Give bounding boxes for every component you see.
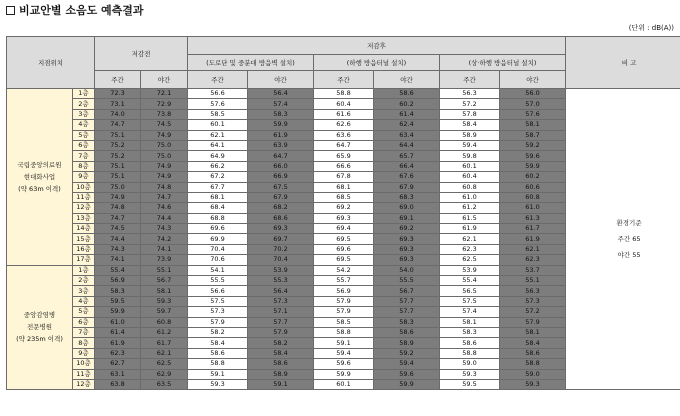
value-cell: 74.1 xyxy=(141,244,188,254)
value-cell: 67.9 xyxy=(248,192,314,202)
value-cell: 60.4 xyxy=(314,99,374,109)
value-cell: 58.3 xyxy=(248,109,314,119)
value-cell: 69.6 xyxy=(314,244,374,254)
value-cell: 61.0 xyxy=(440,192,500,202)
value-cell: 58.4 xyxy=(188,338,248,348)
value-cell: 59.9 xyxy=(95,307,141,317)
value-cell: 60.8 xyxy=(500,192,566,202)
value-cell: 74.8 xyxy=(141,182,188,192)
floor-cell: 16층 xyxy=(73,244,95,254)
value-cell: 74.9 xyxy=(141,130,188,140)
value-cell: 68.8 xyxy=(188,213,248,223)
value-cell: 56.3 xyxy=(500,286,566,296)
value-cell: 55.5 xyxy=(374,276,440,286)
value-cell: 58.6 xyxy=(374,89,440,99)
note-line: 야간 55 xyxy=(617,251,641,260)
value-cell: 61.0 xyxy=(95,317,141,327)
value-cell: 74.0 xyxy=(95,109,141,119)
value-cell: 70.2 xyxy=(248,244,314,254)
value-cell: 56.6 xyxy=(188,89,248,99)
value-cell: 58.8 xyxy=(314,327,374,337)
value-cell: 59.8 xyxy=(440,151,500,161)
value-cell: 68.2 xyxy=(248,203,314,213)
value-cell: 63.9 xyxy=(248,140,314,150)
value-cell: 58.3 xyxy=(374,317,440,327)
value-cell: 75.2 xyxy=(95,140,141,150)
header-night: 야간 xyxy=(141,71,188,89)
value-cell: 59.2 xyxy=(374,348,440,358)
value-cell: 57.7 xyxy=(374,296,440,306)
value-cell: 69.1 xyxy=(374,213,440,223)
value-cell: 69.2 xyxy=(374,224,440,234)
value-cell: 59.0 xyxy=(500,369,566,379)
value-cell: 75.0 xyxy=(141,151,188,161)
value-cell: 63.1 xyxy=(95,369,141,379)
value-cell: 58.6 xyxy=(374,327,440,337)
value-cell: 59.3 xyxy=(188,379,248,389)
value-cell: 56.6 xyxy=(188,286,248,296)
floor-cell: 8층 xyxy=(73,161,95,171)
value-cell: 61.7 xyxy=(500,224,566,234)
floor-cell: 13층 xyxy=(73,213,95,223)
value-cell: 75.0 xyxy=(95,182,141,192)
value-cell: 55.3 xyxy=(248,276,314,286)
value-cell: 57.9 xyxy=(248,327,314,337)
value-cell: 58.4 xyxy=(500,338,566,348)
value-cell: 57.8 xyxy=(440,109,500,119)
value-cell: 66.4 xyxy=(374,161,440,171)
value-cell: 75.1 xyxy=(95,172,141,182)
value-cell: 74.9 xyxy=(141,161,188,171)
value-cell: 66.2 xyxy=(188,161,248,171)
value-cell: 59.9 xyxy=(314,369,374,379)
value-cell: 69.3 xyxy=(374,255,440,265)
value-cell: 56.7 xyxy=(141,276,188,286)
value-cell: 75.1 xyxy=(95,161,141,171)
value-cell: 58.4 xyxy=(248,348,314,358)
value-cell: 74.7 xyxy=(95,120,141,130)
value-cell: 54.1 xyxy=(188,265,248,275)
value-cell: 59.9 xyxy=(374,379,440,389)
value-cell: 56.0 xyxy=(500,89,566,99)
value-cell: 56.4 xyxy=(248,286,314,296)
value-cell: 57.3 xyxy=(188,307,248,317)
value-cell: 61.6 xyxy=(314,109,374,119)
value-cell: 67.2 xyxy=(188,172,248,182)
value-cell: 58.1 xyxy=(500,327,566,337)
value-cell: 55.1 xyxy=(500,276,566,286)
page-title xyxy=(6,3,144,19)
value-cell: 61.5 xyxy=(440,213,500,223)
value-cell: 59.4 xyxy=(314,348,374,358)
value-cell: 64.1 xyxy=(188,140,248,150)
header-day: 주간 xyxy=(440,71,500,89)
value-cell: 69.7 xyxy=(248,234,314,244)
value-cell: 58.6 xyxy=(248,359,314,369)
value-cell: 62.7 xyxy=(95,359,141,369)
floor-cell: 9층 xyxy=(73,348,95,358)
location-line: (약 235m 이격) xyxy=(16,335,63,344)
floor-cell: 8층 xyxy=(73,338,95,348)
value-cell: 73.1 xyxy=(95,99,141,109)
header-day: 주간 xyxy=(95,71,141,89)
value-cell: 74.4 xyxy=(95,234,141,244)
value-cell: 62.1 xyxy=(141,348,188,358)
value-cell: 72.1 xyxy=(141,89,188,99)
location-cell xyxy=(7,89,73,266)
value-cell: 60.2 xyxy=(500,172,566,182)
value-cell: 61.7 xyxy=(141,338,188,348)
value-cell: 59.6 xyxy=(374,369,440,379)
value-cell: 55.4 xyxy=(95,265,141,275)
value-cell: 61.4 xyxy=(374,109,440,119)
value-cell: 60.8 xyxy=(440,182,500,192)
value-cell: 58.9 xyxy=(440,130,500,140)
value-cell: 58.4 xyxy=(440,120,500,130)
header-day: 주간 xyxy=(188,71,248,89)
value-cell: 62.5 xyxy=(440,255,500,265)
value-cell: 68.3 xyxy=(374,192,440,202)
floor-cell: 15층 xyxy=(73,234,95,244)
value-cell: 57.3 xyxy=(248,296,314,306)
header-day: 주간 xyxy=(314,71,374,89)
value-cell: 58.1 xyxy=(440,317,500,327)
header-before: 저감전 xyxy=(95,37,188,71)
value-cell: 58.9 xyxy=(374,338,440,348)
value-cell: 57.9 xyxy=(500,317,566,327)
value-cell: 59.9 xyxy=(248,120,314,130)
value-cell: 55.4 xyxy=(440,276,500,286)
value-cell: 59.1 xyxy=(248,379,314,389)
value-cell: 74.9 xyxy=(95,192,141,202)
value-cell: 58.8 xyxy=(440,348,500,358)
value-cell: 58.1 xyxy=(500,120,566,130)
location-cell xyxy=(7,265,73,390)
value-cell: 62.6 xyxy=(314,120,374,130)
table-body xyxy=(7,89,680,390)
value-cell: 62.3 xyxy=(440,244,500,254)
value-cell: 68.5 xyxy=(314,192,374,202)
header-note: 비 고 xyxy=(566,37,680,89)
value-cell: 66.0 xyxy=(248,161,314,171)
floor-cell: 11층 xyxy=(73,369,95,379)
floor-cell: 4층 xyxy=(73,120,95,130)
value-cell: 60.2 xyxy=(374,99,440,109)
value-cell: 60.1 xyxy=(440,161,500,171)
value-cell: 53.9 xyxy=(440,265,500,275)
value-cell: 61.2 xyxy=(141,327,188,337)
value-cell: 61.9 xyxy=(500,234,566,244)
value-cell: 59.6 xyxy=(500,151,566,161)
value-cell: 57.5 xyxy=(440,296,500,306)
value-cell: 58.7 xyxy=(500,130,566,140)
floor-cell: 14층 xyxy=(73,224,95,234)
value-cell: 62.3 xyxy=(95,348,141,358)
value-cell: 59.3 xyxy=(500,379,566,389)
value-cell: 57.6 xyxy=(188,99,248,109)
floor-cell: 1층 xyxy=(73,89,95,99)
value-cell: 66.9 xyxy=(248,172,314,182)
value-cell: 58.3 xyxy=(95,286,141,296)
value-cell: 58.2 xyxy=(248,338,314,348)
floor-cell: 12층 xyxy=(73,203,95,213)
floor-cell: 12층 xyxy=(73,379,95,389)
value-cell: 59.1 xyxy=(314,338,374,348)
value-cell: 74.1 xyxy=(95,255,141,265)
value-cell: 58.1 xyxy=(141,286,188,296)
floor-cell: 1층 xyxy=(73,265,95,275)
value-cell: 62.4 xyxy=(374,120,440,130)
floor-cell: 10층 xyxy=(73,182,95,192)
value-cell: 58.8 xyxy=(188,359,248,369)
value-cell: 68.4 xyxy=(188,203,248,213)
header-plan2: (하행 방음터널 설치) xyxy=(314,55,440,71)
header-after: 저감후 xyxy=(188,37,566,55)
floor-cell: 2층 xyxy=(73,276,95,286)
value-cell: 74.3 xyxy=(95,244,141,254)
value-cell: 66.6 xyxy=(314,161,374,171)
value-cell: 56.9 xyxy=(314,286,374,296)
value-cell: 74.5 xyxy=(141,120,188,130)
value-cell: 64.7 xyxy=(248,151,314,161)
floor-cell: 7층 xyxy=(73,151,95,161)
value-cell: 73.9 xyxy=(141,255,188,265)
value-cell: 74.5 xyxy=(95,224,141,234)
location-line: 전문병원 xyxy=(26,323,53,332)
floor-cell: 5층 xyxy=(73,307,95,317)
value-cell: 57.1 xyxy=(248,307,314,317)
value-cell: 69.3 xyxy=(314,213,374,223)
floor-cell: 2층 xyxy=(73,99,95,109)
value-cell: 61.9 xyxy=(95,338,141,348)
value-cell: 55.1 xyxy=(141,265,188,275)
value-cell: 75.2 xyxy=(95,151,141,161)
value-cell: 62.1 xyxy=(500,244,566,254)
value-cell: 70.4 xyxy=(248,255,314,265)
value-cell: 68.1 xyxy=(314,182,374,192)
value-cell: 70.6 xyxy=(188,255,248,265)
value-cell: 67.5 xyxy=(248,182,314,192)
value-cell: 57.7 xyxy=(374,307,440,317)
value-cell: 63.5 xyxy=(141,379,188,389)
page-title-text: 비교안별 소음도 예측결과 xyxy=(19,4,144,17)
value-cell: 57.9 xyxy=(314,296,374,306)
value-cell: 58.6 xyxy=(500,348,566,358)
value-cell: 56.4 xyxy=(248,89,314,99)
value-cell: 58.3 xyxy=(440,327,500,337)
value-cell: 67.6 xyxy=(374,172,440,182)
value-cell: 74.7 xyxy=(95,213,141,223)
table-row xyxy=(7,89,680,99)
value-cell: 57.6 xyxy=(500,109,566,119)
value-cell: 67.9 xyxy=(374,182,440,192)
value-cell: 59.9 xyxy=(500,161,566,171)
value-cell: 60.6 xyxy=(500,182,566,192)
value-cell: 59.5 xyxy=(95,296,141,306)
value-cell: 75.1 xyxy=(95,130,141,140)
value-cell: 57.9 xyxy=(314,307,374,317)
value-cell: 56.3 xyxy=(440,89,500,99)
value-cell: 59.5 xyxy=(440,379,500,389)
value-cell: 68.6 xyxy=(248,213,314,223)
value-cell: 67.8 xyxy=(314,172,374,182)
value-cell: 61.3 xyxy=(500,213,566,223)
value-cell: 69.5 xyxy=(314,234,374,244)
value-cell: 59.4 xyxy=(440,140,500,150)
header-night: 야간 xyxy=(374,71,440,89)
value-cell: 62.9 xyxy=(141,369,188,379)
value-cell: 69.4 xyxy=(314,224,374,234)
value-cell: 74.8 xyxy=(95,203,141,213)
value-cell: 67.7 xyxy=(188,182,248,192)
value-cell: 59.3 xyxy=(141,296,188,306)
value-cell: 59.4 xyxy=(374,359,440,369)
value-cell: 56.7 xyxy=(374,286,440,296)
value-cell: 61.2 xyxy=(440,203,500,213)
value-cell: 69.3 xyxy=(248,224,314,234)
value-cell: 62.1 xyxy=(188,130,248,140)
value-cell: 69.6 xyxy=(188,224,248,234)
header-location: 지점위치 xyxy=(7,37,95,89)
value-cell: 72.3 xyxy=(95,89,141,99)
value-cell: 73.8 xyxy=(141,109,188,119)
value-cell: 68.1 xyxy=(188,192,248,202)
floor-cell: 5층 xyxy=(73,130,95,140)
note-line: 주간 65 xyxy=(617,235,641,244)
value-cell: 59.3 xyxy=(440,369,500,379)
value-cell: 64.9 xyxy=(188,151,248,161)
value-cell: 69.5 xyxy=(314,255,374,265)
checkbox-square-icon xyxy=(6,6,15,15)
value-cell: 63.8 xyxy=(95,379,141,389)
value-cell: 74.4 xyxy=(141,213,188,223)
floor-cell: 3층 xyxy=(73,109,95,119)
value-cell: 69.2 xyxy=(314,203,374,213)
value-cell: 57.7 xyxy=(248,317,314,327)
value-cell: 59.2 xyxy=(500,140,566,150)
value-cell: 59.7 xyxy=(141,307,188,317)
value-cell: 59.1 xyxy=(188,369,248,379)
value-cell: 61.9 xyxy=(440,224,500,234)
value-cell: 54.2 xyxy=(314,265,374,275)
value-cell: 59.6 xyxy=(314,359,374,369)
value-cell: 58.8 xyxy=(314,89,374,99)
floor-cell: 7층 xyxy=(73,327,95,337)
floor-cell: 6층 xyxy=(73,140,95,150)
floor-cell: 3층 xyxy=(73,286,95,296)
header-night: 야간 xyxy=(248,71,314,89)
value-cell: 57.0 xyxy=(500,99,566,109)
location-line: 국립중앙의료원 xyxy=(17,160,62,169)
value-cell: 63.6 xyxy=(314,130,374,140)
value-cell: 55.5 xyxy=(188,276,248,286)
header-night: 야간 xyxy=(500,71,566,89)
note-cell xyxy=(566,89,680,390)
value-cell: 58.2 xyxy=(188,327,248,337)
value-cell: 74.9 xyxy=(141,172,188,182)
value-cell: 53.7 xyxy=(500,265,566,275)
value-cell: 62.3 xyxy=(500,255,566,265)
floor-cell: 9층 xyxy=(73,172,95,182)
value-cell: 69.3 xyxy=(374,234,440,244)
value-cell: 64.4 xyxy=(374,140,440,150)
value-cell: 61.9 xyxy=(248,130,314,140)
value-cell: 58.9 xyxy=(248,369,314,379)
value-cell: 61.4 xyxy=(95,327,141,337)
value-cell: 58.6 xyxy=(440,338,500,348)
value-cell: 63.4 xyxy=(374,130,440,140)
value-cell: 57.2 xyxy=(500,307,566,317)
value-cell: 57.4 xyxy=(248,99,314,109)
value-cell: 57.4 xyxy=(440,307,500,317)
value-cell: 69.3 xyxy=(374,244,440,254)
value-cell: 58.5 xyxy=(314,317,374,327)
value-cell: 60.1 xyxy=(188,120,248,130)
value-cell: 64.7 xyxy=(314,140,374,150)
value-cell: 65.9 xyxy=(314,151,374,161)
location-line: (약 63m 이격) xyxy=(18,184,61,193)
value-cell: 60.4 xyxy=(440,172,500,182)
value-cell: 60.8 xyxy=(141,317,188,327)
value-cell: 69.9 xyxy=(188,234,248,244)
value-cell: 58.8 xyxy=(500,359,566,369)
value-cell: 59.0 xyxy=(440,359,500,369)
value-cell: 56.9 xyxy=(95,276,141,286)
value-cell: 57.5 xyxy=(188,296,248,306)
value-cell: 69.0 xyxy=(374,203,440,213)
location-line: 현대화사업 xyxy=(23,172,56,181)
value-cell: 72.9 xyxy=(141,99,188,109)
value-cell: 57.9 xyxy=(188,317,248,327)
note-line: 환경기준 xyxy=(616,219,642,228)
value-cell: 55.7 xyxy=(314,276,374,286)
value-cell: 65.7 xyxy=(374,151,440,161)
header-plan1: (도로단 및 중분대 방음벽 설치) xyxy=(188,55,314,71)
value-cell: 62.5 xyxy=(141,359,188,369)
value-cell: 57.2 xyxy=(440,99,500,109)
value-cell: 56.5 xyxy=(440,286,500,296)
value-cell: 58.6 xyxy=(188,348,248,358)
noise-prediction-table xyxy=(6,36,680,390)
value-cell: 58.5 xyxy=(188,109,248,119)
value-cell: 74.2 xyxy=(141,234,188,244)
unit-label: (단위 : dB(A)) xyxy=(628,24,674,32)
floor-cell: 11층 xyxy=(73,192,95,202)
value-cell: 53.9 xyxy=(248,265,314,275)
value-cell: 62.1 xyxy=(440,234,500,244)
floor-cell: 17층 xyxy=(73,255,95,265)
floor-cell: 10층 xyxy=(73,359,95,369)
header-plan3: (상·하행 방음터널 설치) xyxy=(440,55,566,71)
value-cell: 60.1 xyxy=(314,379,374,389)
value-cell: 54.0 xyxy=(374,265,440,275)
value-cell: 74.7 xyxy=(141,192,188,202)
value-cell: 74.3 xyxy=(141,224,188,234)
value-cell: 74.6 xyxy=(141,203,188,213)
value-cell: 70.4 xyxy=(188,244,248,254)
value-cell: 75.0 xyxy=(141,140,188,150)
value-cell: 61.0 xyxy=(500,203,566,213)
floor-cell: 4층 xyxy=(73,296,95,306)
floor-cell: 6층 xyxy=(73,317,95,327)
location-line: 중앙감염병 xyxy=(23,311,56,320)
value-cell: 57.3 xyxy=(500,296,566,306)
